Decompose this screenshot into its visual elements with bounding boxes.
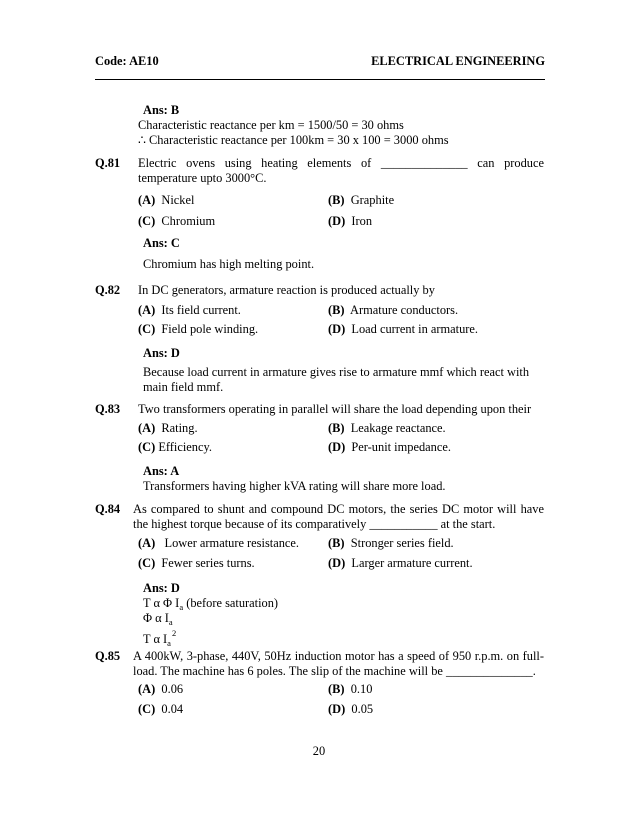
q84-equation-2: Φ α $I_a$ <box>143 611 173 627</box>
q85-option-d: (D) 0.05 <box>328 702 374 716</box>
q82-answer: Ans: D <box>143 346 180 360</box>
q81-option-a: (A) Nickel <box>138 193 195 207</box>
q84-answer: Ans: D <box>143 581 180 595</box>
q82-option-b: (B) Armature conductors. <box>328 303 459 317</box>
q84-option-b: (B) Stronger series field. <box>328 536 454 550</box>
q83-text: Two transformers operating in parallel will share the load depending upon their <box>138 402 532 416</box>
q82-text: In DC generators, armature reaction is produced actually by <box>138 283 435 297</box>
q83-explanation: Transformers having higher kVA rating will share more load. <box>143 479 446 493</box>
q82-explanation-line-1: Because load current in armature gives rise to armature mmf which react with <box>143 365 530 379</box>
q80-answer: Ans: B <box>143 103 180 117</box>
q83-answer: Ans: A <box>143 464 180 478</box>
q83-option-b: (B) Leakage reactance. <box>328 421 446 435</box>
q84-text: As compared to shunt and compound DC motors, the series DC motor will have the highest torque because of its comparatively ___________ at the start. <box>133 502 544 531</box>
q85-option-a: (A) 0.06 <box>138 682 184 696</box>
q82-number: Q.82 <box>95 283 121 297</box>
q84-option-d: (D) Larger armature current. <box>328 556 473 570</box>
q84-option-a: (A) Lower armature resistance. <box>138 536 300 550</box>
q80-explanation-line-2: ∴ Characteristic reactance per 100km = 30 x 100 = 3000 ohms <box>138 133 449 147</box>
q81-option-d: (D) Iron <box>328 214 373 228</box>
page-number: 20 <box>312 744 326 758</box>
q81-explanation: Chromium has high melting point. <box>143 257 315 271</box>
q85-text: A 400kW, 3-phase, 440V, 50Hz induction motor has a speed of 950 r.p.m. on full-load. The machine has 6 poles. The slip of the machine will be ______________. <box>133 649 544 678</box>
q85-number: Q.85 <box>95 649 121 663</box>
q80-explanation-line-1: Characteristic reactance per km = 1500/50 = 30 ohms <box>138 118 404 132</box>
q84-number: Q.84 <box>95 502 121 516</box>
header-subject: ELECTRICAL ENGINEERING <box>371 54 545 68</box>
q81-option-b: (B) Graphite <box>328 193 395 207</box>
q83-option-c: (C) Efficiency. <box>138 440 212 454</box>
q84-option-c: (C) Fewer series turns. <box>138 556 255 570</box>
q84-equation-3: T α $I_a^2$ <box>143 628 177 648</box>
q81-text: Electric ovens using heating elements of ______________ can produce temperature upto 3000°C. <box>138 156 544 185</box>
q83-option-d: (D) Per-unit impedance. <box>328 440 451 454</box>
header-code: Code: AE10 <box>95 54 159 68</box>
q82-option-d: (D) Load current in armature. <box>328 322 479 336</box>
q83-number: Q.83 <box>95 402 121 416</box>
q85-option-c: (C) 0.04 <box>138 702 184 716</box>
q81-option-c: (C) Chromium <box>138 214 216 228</box>
q82-explanation-line-2: main field mmf. <box>143 380 224 394</box>
q85-option-b: (B) 0.10 <box>328 682 373 696</box>
q84-equation-1: T α Φ $I_a$ (before saturation) <box>143 596 279 612</box>
q81-answer: Ans: C <box>143 236 180 250</box>
q83-option-a: (A) Rating. <box>138 421 198 435</box>
q82-option-a: (A) Its field current. <box>138 303 241 317</box>
q81-number: Q.81 <box>95 156 121 170</box>
q82-option-c: (C) Field pole winding. <box>138 322 259 336</box>
header-rule <box>95 79 545 80</box>
